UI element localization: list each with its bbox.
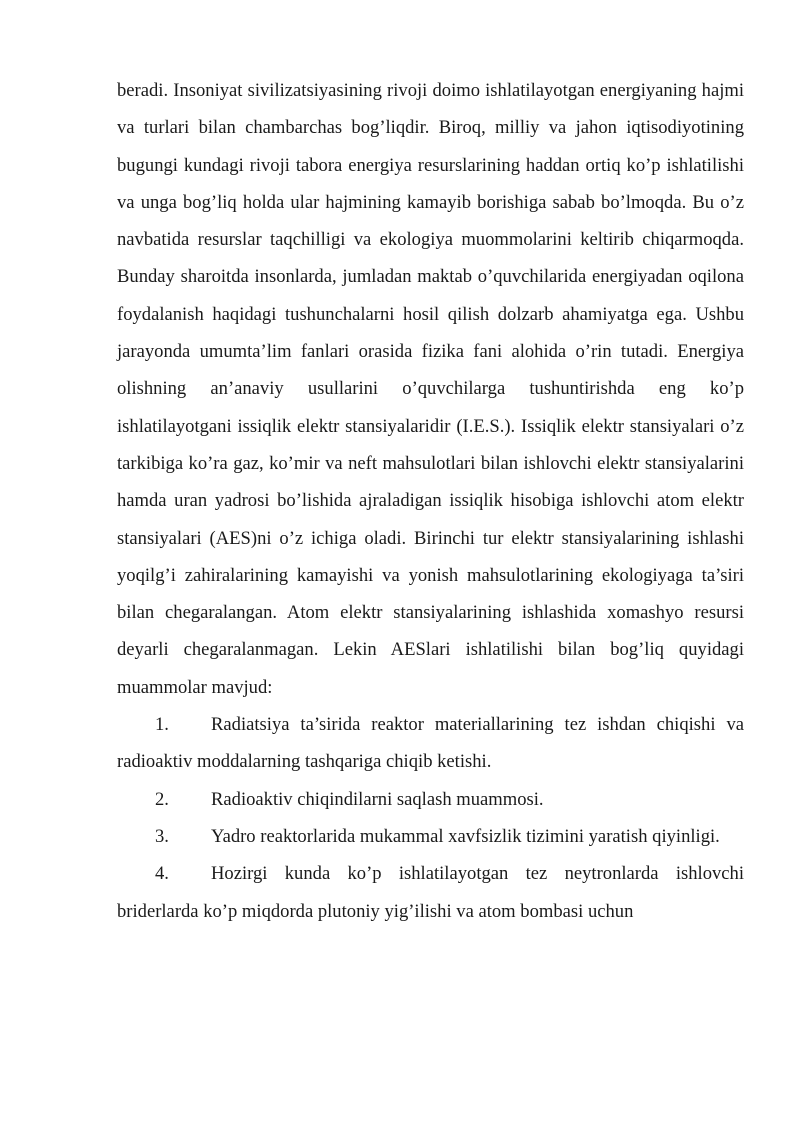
list-number: 1. [155,714,169,736]
list-text: Radiatsiya ta’sirida reaktor materiallarining tez ishdan chiqishi va radioaktiv moddalarning tashqariga chiqib ketishi. [117,714,744,773]
body-paragraph: beradi. Insoniyat sivilizatsiyasining rivoji doimo ishlatilayotgan energiyaning hajmi va turlari bilan chambarchas bog’liqdir. Biroq, milliy va jahon iqtisodiyotining bugungi kundagi rivoji tabora energiya resurslarining haddan ortiq ko’p ishlatilishi va unga bog’liq holda ular hajmining kamayib borishiga sabab bo’lmoqda. Bu o’z navbatida resurslar taqchilligi va ekologiya muommolarini keltirib chiqarmoqda. Bunday sharoitda insonlarda, jumladan maktab o’quvchilarida energiyadan oqilona foydalanish haqidagi tushunchalarni hosil qilish dolzarb ahamiyatga ega. Ushbu jarayonda umumta’lim fanlari orasida fizika fani alohida o’rin tutadi. Energiya olishning an’anaviy usullarini o’quvchilarga tushuntirishda eng ko’p ishlatilayotgani issiqlik elektr stansiyalaridir (I.E.S.). Issiqlik elektr stansiyalari o’z tarkibiga ko’ra gaz, ko’mir va neft mahsulotlari bilan ishlovchi elektr stansiyalarini hamda uran yadrosi bo’lishida ajraladigan issiqlik hisobiga ishlovchi atom elektr stansiyalari (AES)ni o’z ichiga oladi. Birinchi tur elektr stansiyalarining ishlashi yoqilg’i zahiralarining kamayishi va yonish mahsulotlarining ekologiyaga ta’siri bilan chegaralangan. Atom elektr stansiyalarining ishlashida xomashyo resursi deyarli chegaralanmagan. Lekin AESlari ishlatilishi bilan bog’liq quyidagi muammolar mavjud: [117,80,744,698]
list-number: 4. [155,863,169,885]
list-text: Hozirgi kunda ko’p ishlatilayotgan tez neytronlarda ishlovchi briderlarda ko’p miqdorda plutoniy yig’ilishi va atom bombasi uchun [117,863,744,922]
list-item-2 [117,781,744,818]
list-number: 2. [155,788,169,810]
document-page [117,72,744,930]
list-item-3 [117,818,744,855]
list-item-4 [117,855,744,930]
list-number: 3. [155,825,169,847]
list-text: Radioaktiv chiqindilarni saqlash muammosi. [211,788,544,810]
list-text: Yadro reaktorlarida mukammal xavfsizlik tizimini yaratish qiyinligi. [211,825,720,847]
list-item-1 [117,706,744,781]
